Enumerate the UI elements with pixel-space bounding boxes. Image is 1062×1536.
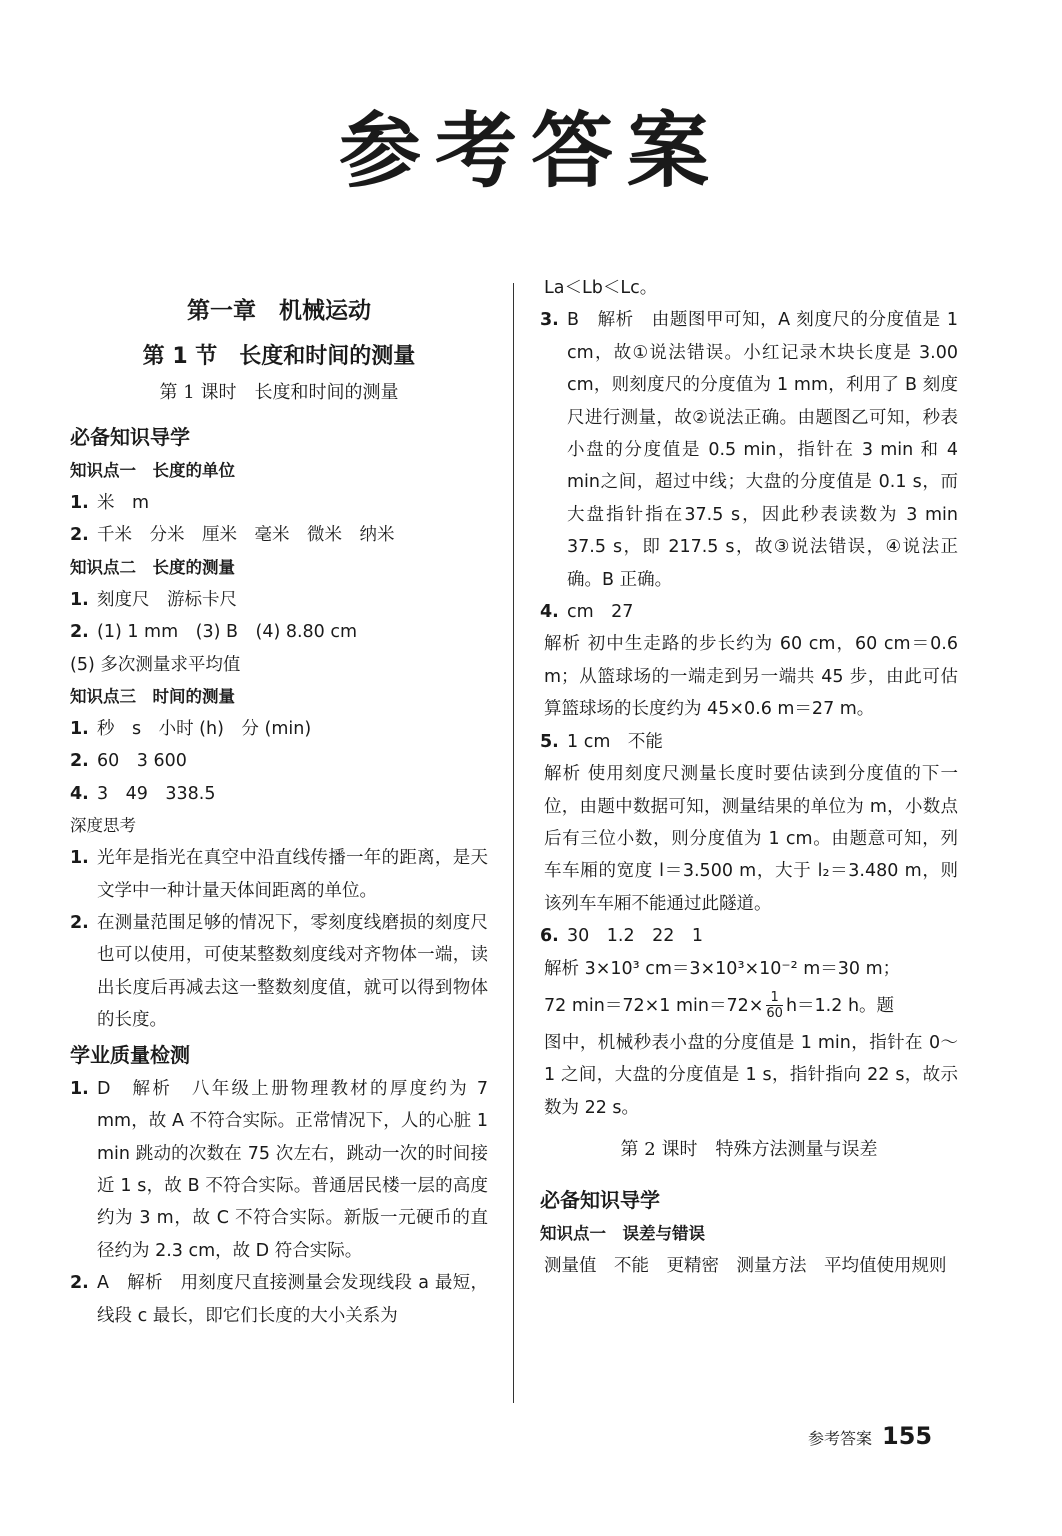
knowledge-point-2: 知识点二 长度的测量 bbox=[70, 557, 235, 577]
item-number: 4. bbox=[540, 602, 559, 623]
item-text: 光年是指光在真空中沿直线传播一年的距离，是天文学中一种计量天体间距离的单位。 bbox=[97, 848, 488, 901]
formula-text: 72 min＝72×1 min＝72× bbox=[544, 995, 764, 1016]
item-number: 5. bbox=[540, 731, 559, 752]
item-text: 60 3 600 bbox=[97, 751, 187, 772]
item-text: 3 49 338.5 bbox=[97, 783, 216, 804]
item-number: 1. bbox=[70, 589, 89, 610]
left-column bbox=[70, 293, 488, 1332]
explanation-formula-line bbox=[540, 985, 958, 1027]
answer-item bbox=[70, 1073, 488, 1267]
item-text: 1 cm 不能 bbox=[567, 731, 663, 752]
item-text: D 解析 八年级上册物理教材的厚度约为 7 mm，故 A 不符合实际。正常情况下，人的心脏 1 min 跳动的次数在 75 次左右，跳动一次的时间接近 1 s，故 B 不符合实际。普通居民楼一层的高度约为 3 m，故 C 不符合实际。新版一元硬币的直径约为 2.3 cm，故 D 符合实际。 bbox=[97, 1078, 488, 1261]
item-number: 3. bbox=[540, 310, 559, 331]
answer-continuation: La＜Lb＜Lc。 bbox=[544, 278, 658, 298]
item-text: 秒 s 小时 (h) 分 (min) bbox=[97, 719, 312, 740]
chapter-title: 第一章 机械运动 bbox=[187, 298, 371, 324]
page-footer bbox=[808, 1422, 932, 1450]
fraction-numerator: 1 bbox=[766, 990, 783, 1006]
item-number: 6. bbox=[540, 926, 559, 947]
item-text: 千米 分米 厘米 毫米 微米 纳米 bbox=[97, 525, 395, 546]
item-number: 4. bbox=[70, 783, 89, 804]
page-number: 155 bbox=[882, 1422, 933, 1450]
item-text: 在测量范围足够的情况下，零刻度线磨损的刻度尺也可以使用，可使某整数刻度线对齐物体一端，读出长度后再减去这一整数刻度值，就可以得到物体的长度。 bbox=[97, 913, 488, 1031]
item-number: 2. bbox=[70, 622, 89, 643]
section-title: 第 1 节 长度和时间的测量 bbox=[142, 344, 416, 369]
item-text: 刻度尺 游标卡尺 bbox=[97, 589, 237, 610]
item-number: 1. bbox=[70, 719, 89, 740]
item-number: 2. bbox=[70, 525, 89, 546]
item-text: 30 1.2 22 1 bbox=[567, 926, 704, 947]
answer-item bbox=[70, 713, 488, 745]
explanation-text: 解析 使用刻度尺测量长度时要估读到分度值的下一位，由题中数据可知，测量结果的单位为 m，小数点后有三位小数，则分度值为 1 cm。由题意可知，列车车厢的宽度 l＝3.500 m，大于 l₂＝3.480 m，则该列车车厢不能通过此隧道。 bbox=[544, 764, 958, 914]
fraction-denominator: 60 bbox=[766, 1006, 783, 1022]
explanation-text: 解析 3×10³ cm＝3×10³×10⁻² m＝30 m； bbox=[544, 958, 901, 979]
item-number: 1. bbox=[70, 848, 89, 869]
answer-item bbox=[70, 487, 488, 519]
answer-item bbox=[70, 616, 488, 648]
knowledge-point-3: 知识点三 时间的测量 bbox=[70, 687, 235, 707]
item-text: cm 27 bbox=[567, 602, 634, 623]
answer-item bbox=[70, 745, 488, 777]
answer-text: 测量值 不能 更精密 测量方法 平均值使用规则 bbox=[544, 1256, 947, 1277]
deep-thinking-heading: 深度思考 bbox=[70, 816, 136, 836]
explanation-text: 解析 初中生走路的步长约为 60 cm，60 cm＝0.6 m；从篮球场的一端走到另一端共 45 步，由此可估算篮球场的长度约为 45×0.6 m＝27 m。 bbox=[544, 634, 958, 720]
answer-item bbox=[70, 1267, 488, 1332]
column-divider bbox=[513, 283, 514, 1403]
heading-knowledge-guide: 必备知识导学 bbox=[540, 1188, 660, 1213]
item-text: B 解析 由题图甲可知，A 刻度尺的分度值是 1 cm，故①说法错误。小红记录木块长度是 3.00 cm，则刻度尺的分度值为 1 mm，利用了 B 刻度尺进行测量，故②说法正确。由题图乙可知，秒表小盘的分度值是 0.5 min，指针在 3 min 和 4 min之间，超过中线；大盘的分度值是 0.1 s，而大盘指针指在37.5 s，因此秒表读数为 3 min 37.5 s，即 217.5 s，故③说法错误，④说法正确。B 正确。 bbox=[567, 310, 958, 590]
lesson-title: 第 2 课时 特殊方法测量与误差 bbox=[620, 1139, 878, 1161]
item-number: 2. bbox=[70, 1273, 89, 1294]
fraction bbox=[766, 990, 783, 1021]
page-title: 参考答案 bbox=[338, 103, 723, 199]
answer-item bbox=[540, 596, 958, 628]
item-text: (1) 1 mm (3) B (4) 8.80 cm bbox=[97, 622, 358, 643]
answer-item bbox=[70, 584, 488, 616]
footer-label: 参考答案 bbox=[808, 1429, 873, 1448]
item-text: 米 m bbox=[97, 493, 150, 513]
formula-text: h＝1.2 h。题 bbox=[785, 995, 895, 1016]
heading-knowledge-guide: 必备知识导学 bbox=[70, 425, 190, 449]
answer-item bbox=[70, 842, 488, 907]
explanation-text: 图中，机械秒表小盘的分度值是 1 min，指针在 0～1 之间，大盘的分度值是 1 s，指针指向 22 s，故示数为 22 s。 bbox=[544, 1032, 958, 1118]
item-number: 2. bbox=[70, 751, 89, 772]
answer-item bbox=[70, 907, 488, 1037]
answer-item bbox=[540, 726, 958, 758]
knowledge-point-1: 知识点一 长度的单位 bbox=[70, 461, 235, 480]
answer-item bbox=[70, 519, 488, 551]
lesson-title: 第 1 课时 长度和时间的测量 bbox=[159, 382, 399, 403]
item-text: A 解析 用刻度尺直接测量会发现线段 a 最短，线段 c 最长，即它们长度的大小关系为 bbox=[97, 1273, 488, 1326]
item-number: 1. bbox=[70, 493, 89, 513]
heading-quality-check: 学业质量检测 bbox=[70, 1042, 190, 1067]
right-column bbox=[540, 272, 958, 1283]
answer-continuation: (5) 多次测量求平均值 bbox=[70, 654, 241, 675]
answer-item bbox=[540, 920, 958, 952]
answer-item bbox=[70, 778, 488, 810]
item-number: 2. bbox=[70, 913, 89, 934]
knowledge-point-1: 知识点一 误差与错误 bbox=[540, 1224, 705, 1244]
item-number: 1. bbox=[70, 1078, 89, 1099]
answer-item bbox=[540, 304, 958, 596]
